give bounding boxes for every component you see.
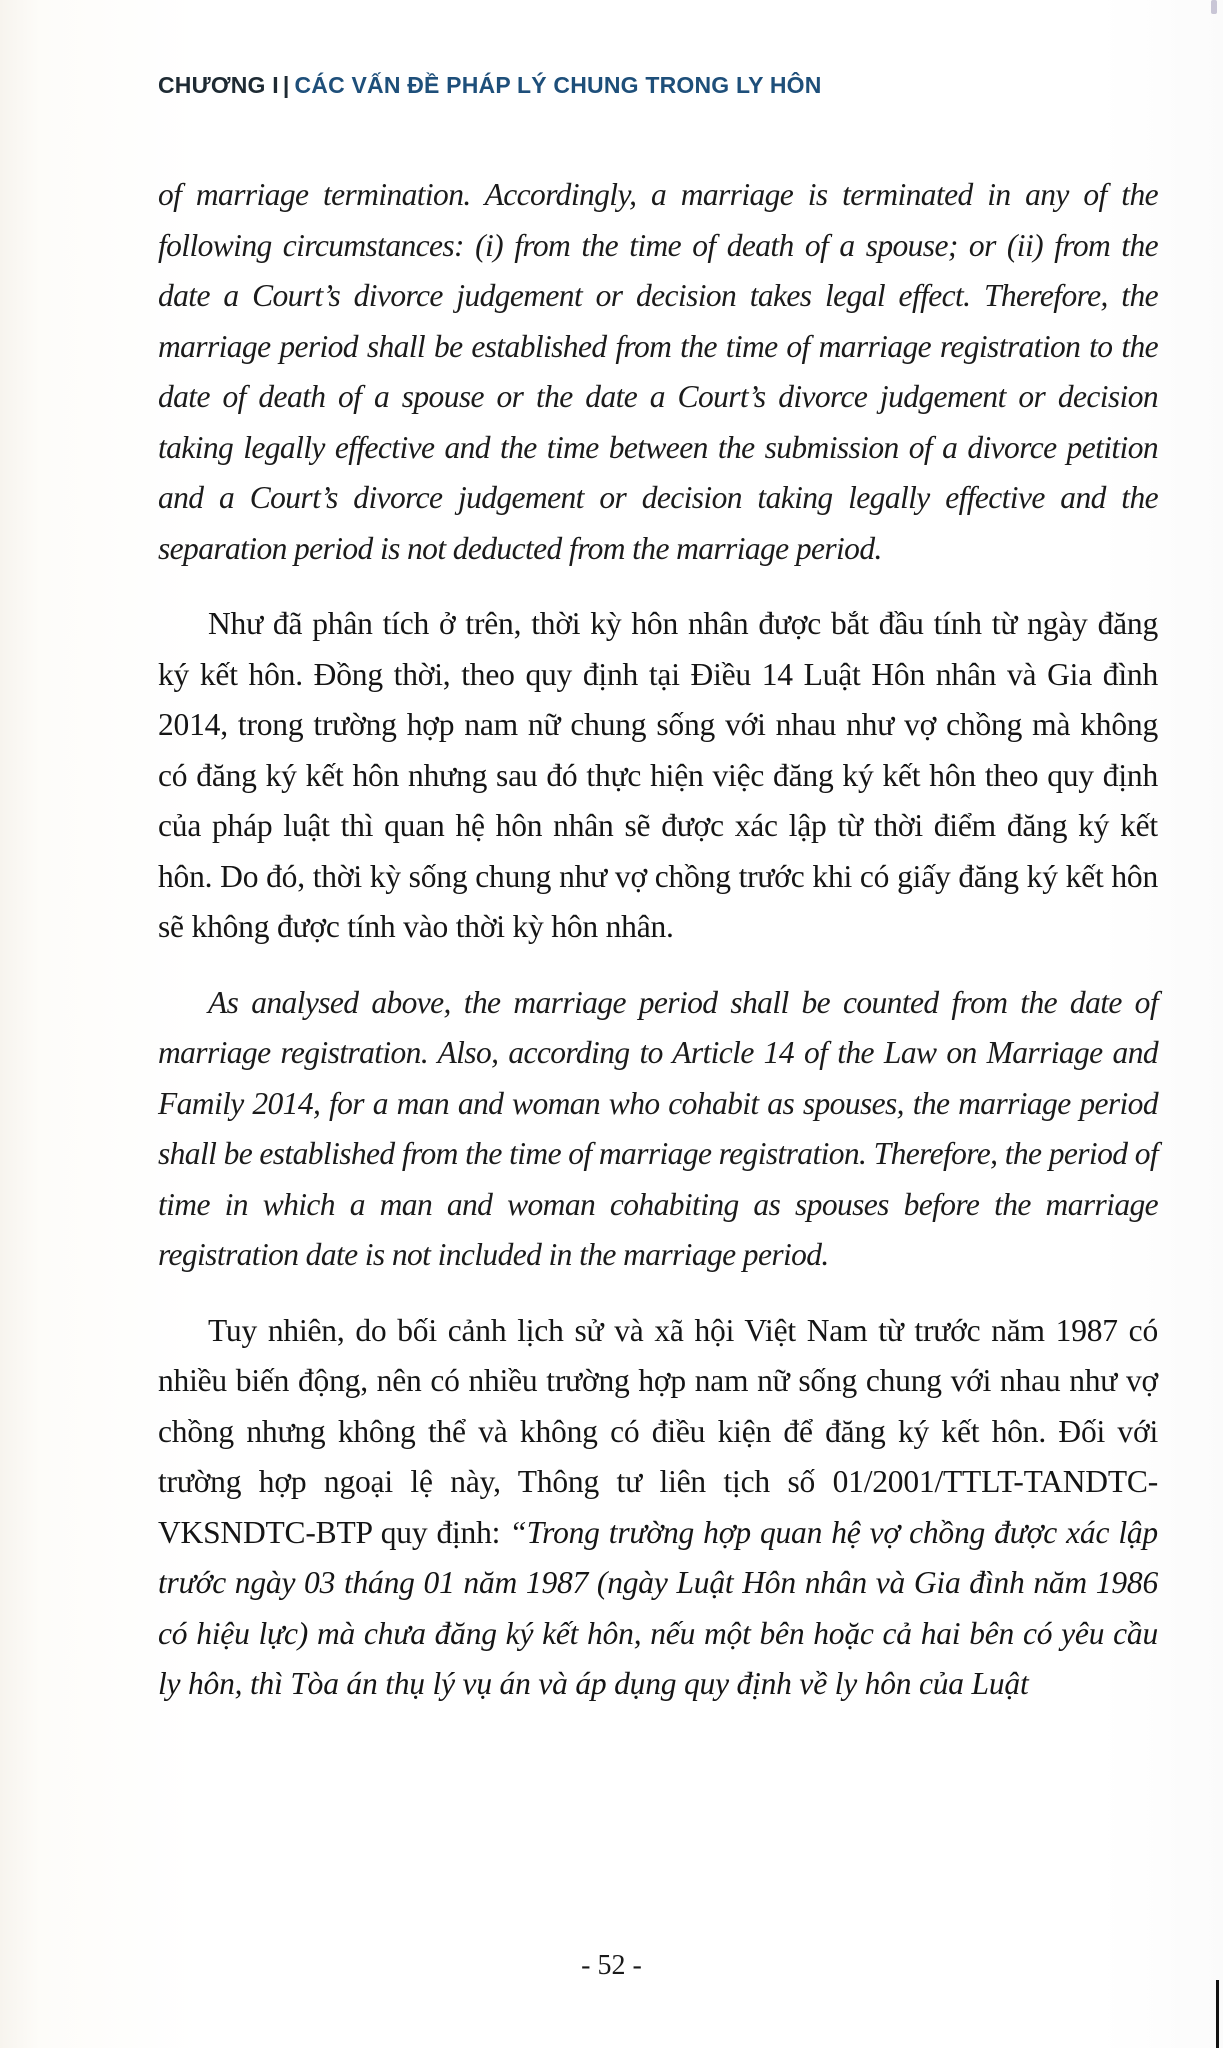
page-number: - 52 - xyxy=(581,1950,642,1981)
body-text xyxy=(158,170,1158,1735)
paragraph-vietnamese: Như đã phân tích ở trên, thời kỳ hôn nhân được bắt đầu tính từ ngày đăng ký kết hôn. Đồng thời, theo quy định tại Điều 14 Luật Hôn nhân và Gia đình 2014, trong trường hợp nam nữ chung sống với nhau như vợ chồng mà không có đăng ký kết hôn nhưng sau đó thực hiện việc đăng ký kết hôn theo quy định của pháp luật thì quan hệ hôn nhân sẽ được xác lập từ thời điểm đăng ký kết hôn. Do đó, thời kỳ sống chung như vợ chồng trước khi có giấy đăng ký kết hôn sẽ không được tính vào thời kỳ hôn nhân. xyxy=(158,606,1158,944)
page-edge-mark xyxy=(1216,1980,1219,2048)
paragraph-vietnamese-with-quote xyxy=(158,1306,1158,1710)
chapter-label: CHƯƠNG I xyxy=(158,72,279,98)
chapter-title: CÁC VẤN ĐỀ PHÁP LÝ CHUNG TRONG LY HÔN xyxy=(294,72,822,98)
paragraph-text: Tuy nhiên, do bối cảnh lịch sử và xã hội Việt Nam từ trước năm 1987 có nhiều biến động, nên có nhiều trường hợp nam nữ sống chung với nhau như vợ chồng nhưng không thể và không có điều kiện để đăng ký kết hôn. Đối với trường hợp ngoại lệ này, Thông tư liên tịch số 01/2001/TTLT-TANDTC-VKSNDTC-BTP quy định: xyxy=(158,1312,1158,1550)
page-corner-mark xyxy=(1211,0,1217,14)
legal-quote: “Trong trường hợp quan hệ vợ chồng được xác lập trước ngày 03 tháng 01 năm 1987 (ngày Luật Hôn nhân và Gia đình năm 1986 có hiệu lực) mà chưa đăng ký kết hôn, nếu một bên hoặc cả hai bên có yêu cầu ly hôn, thì Tòa án thụ lý vụ án và áp dụng quy định về ly hôn của Luật xyxy=(158,1514,1158,1701)
paragraph-english-continued: of marriage termination. Accordingly, a marriage is terminated in any of the following circumstances: (i) from the time of death of a spouse; or (ii) from the date a Court’s divorce judgement or decision takes legal effect. Therefore, the marriage period shall be established from the time of marriage registration to the date of death of a spouse or the date a Court’s divorce judgement or decision taking legally effective and the time between the submission of a divorce petition and a Court’s divorce judgement or decision taking legally effective and the separation period is not deducted from the marriage period. xyxy=(158,177,1158,566)
running-head xyxy=(158,72,822,99)
paragraph-english: As analysed above, the marriage period shall be counted from the date of marriage registration. Also, according to Article 14 of the Law on Marriage and Family 2014, for a man and woman who cohabit as spouses, the marriage period shall be established from the time of marriage registration. Therefore, the period of time in which a man and woman cohabiting as spouses before the marriage registration date is not included in the marriage period. xyxy=(158,984,1158,1272)
running-head-separator: | xyxy=(282,72,290,98)
